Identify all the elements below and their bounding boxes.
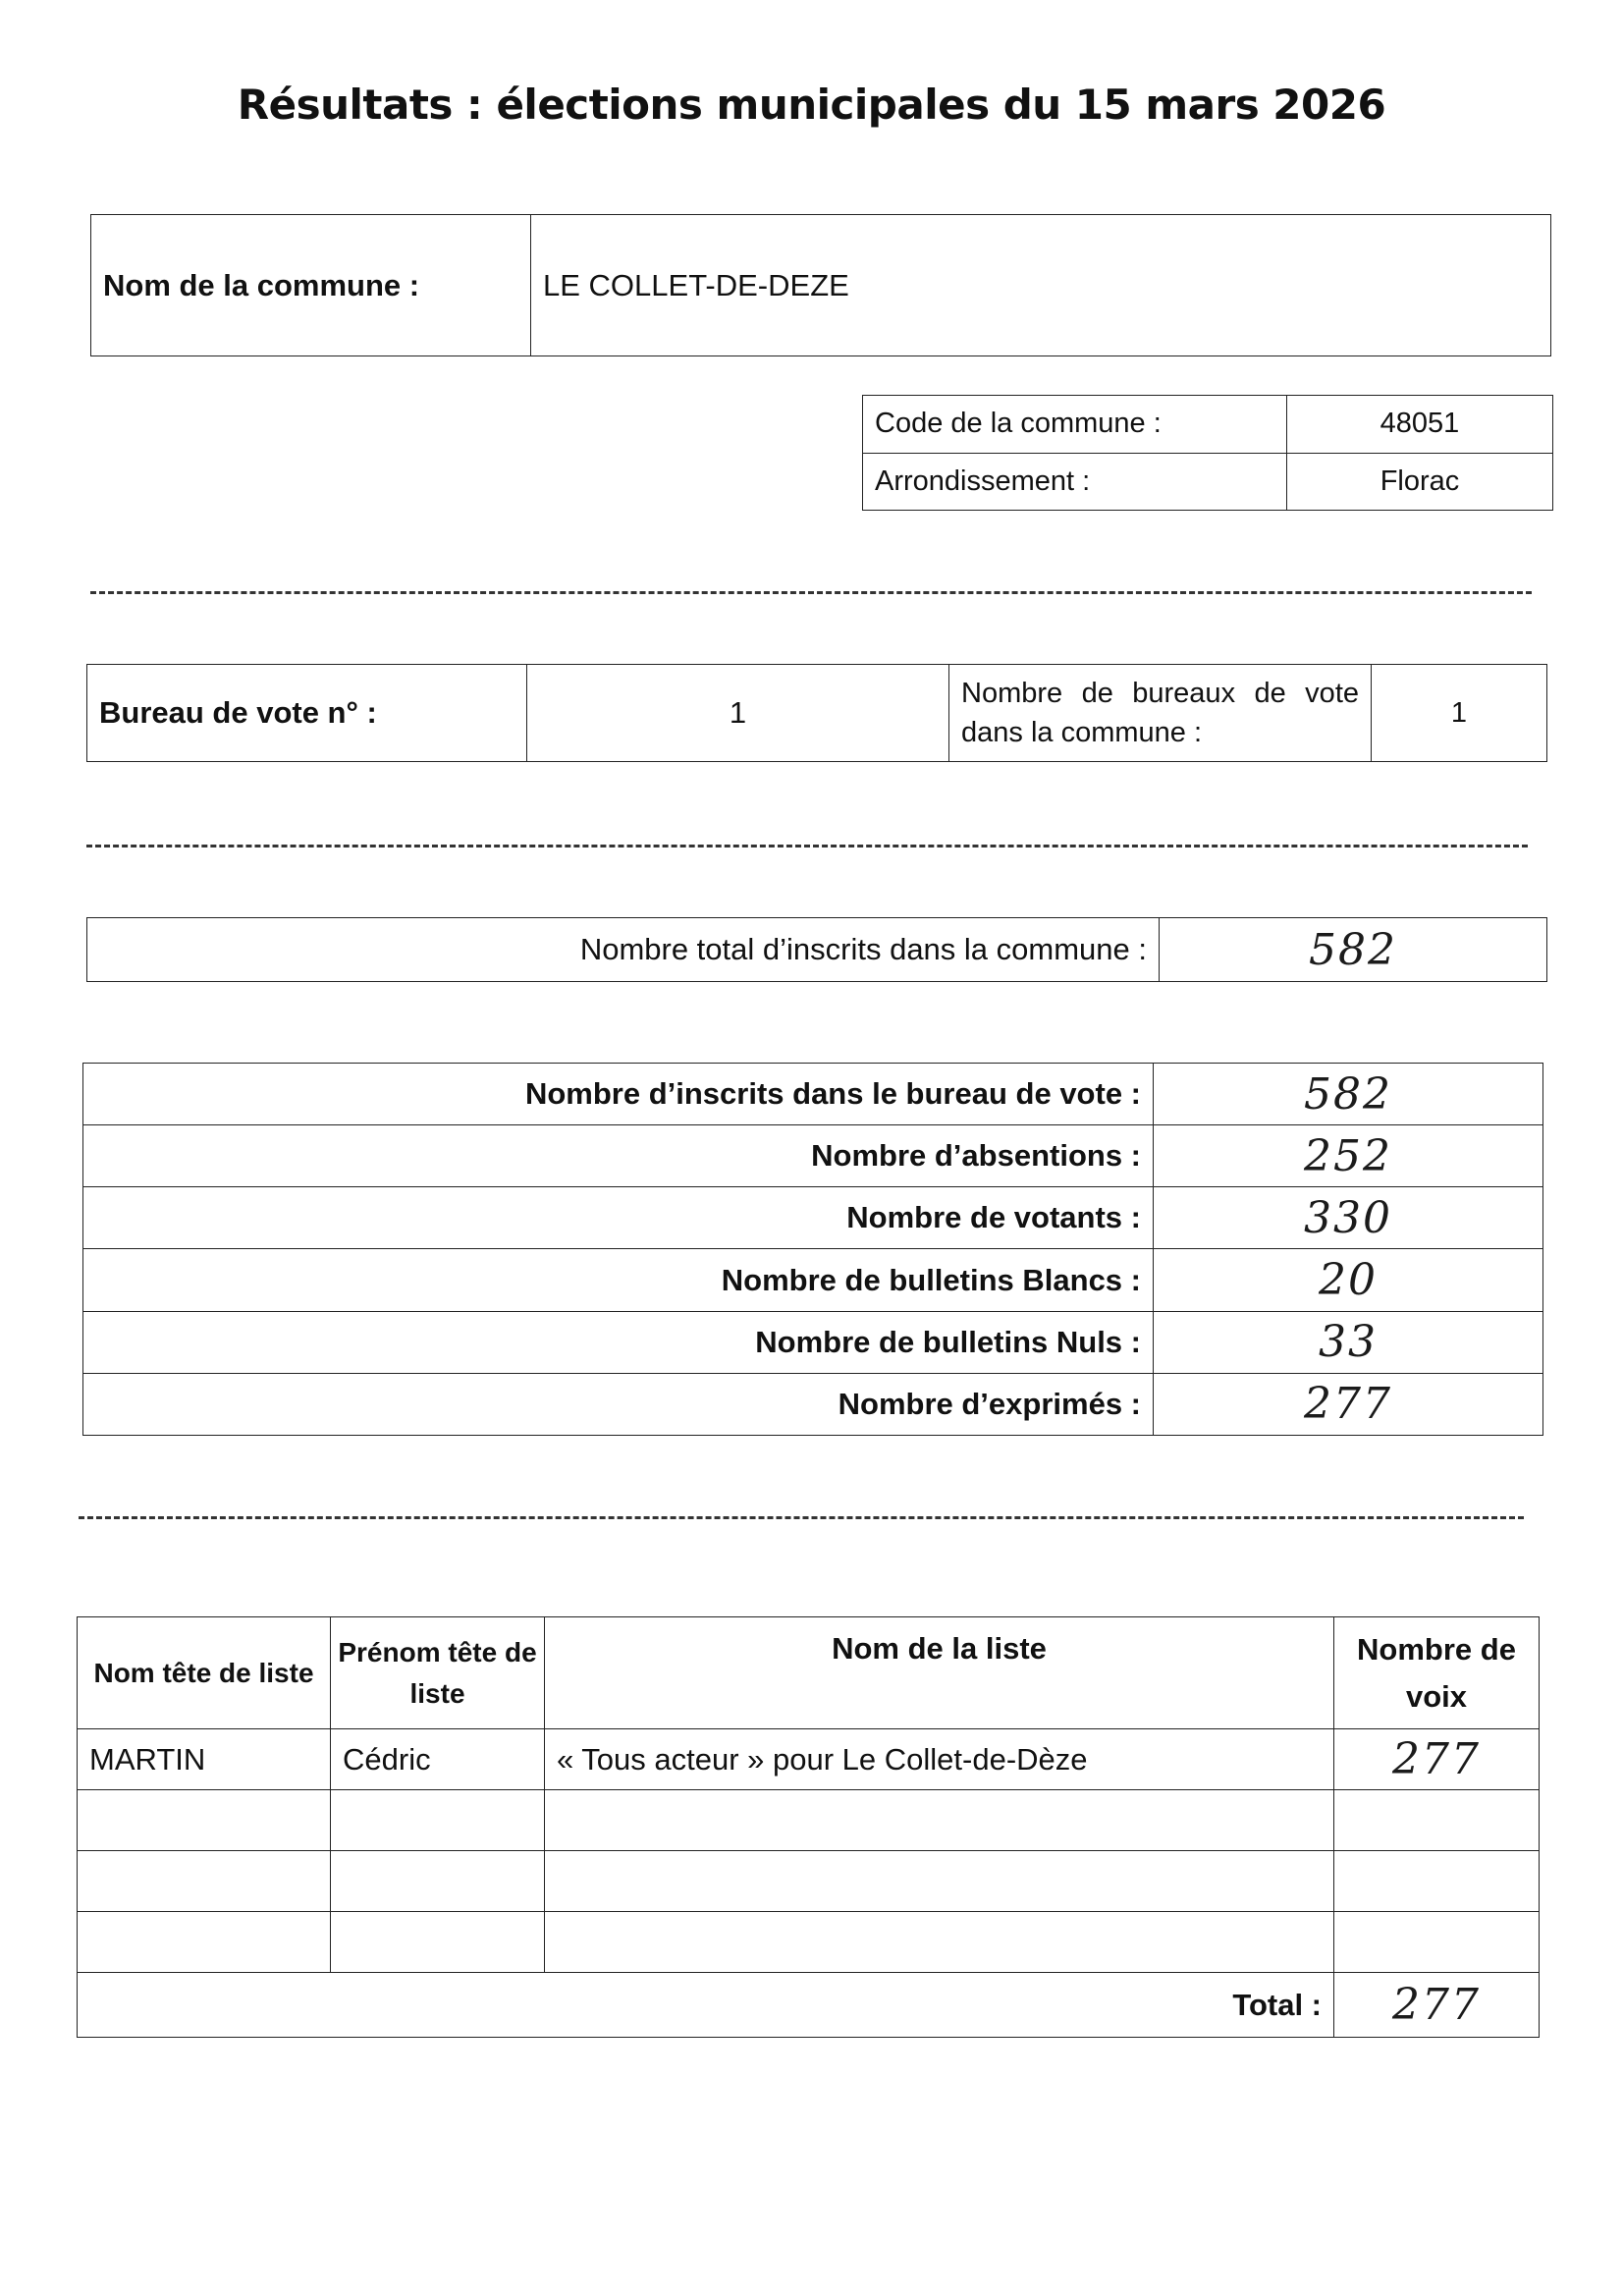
results-total-row: [78, 1973, 1540, 2038]
total-value: 277: [1334, 1973, 1540, 2038]
stat-value: 252: [1154, 1125, 1543, 1187]
dashed-divider: [79, 1516, 1524, 1519]
stat-value: 582: [1154, 1064, 1543, 1125]
table-row: [78, 1729, 1540, 1790]
commune-code-value: 48051: [1287, 396, 1553, 454]
header-liste: Nom de la liste: [545, 1617, 1334, 1729]
total-inscrits-value: 582: [1160, 918, 1547, 982]
page-title: Résultats : élections municipales du 15 mars 2026: [237, 81, 1386, 129]
commune-name-label: Nom de la commune :: [91, 215, 531, 356]
results-table: [77, 1616, 1540, 2038]
table-row: [78, 1851, 1540, 1912]
stats-table: [82, 1063, 1543, 1436]
row-prenom: [331, 1790, 545, 1851]
stats-row-blancs: [83, 1249, 1543, 1311]
row-nom: MARTIN: [78, 1729, 331, 1790]
commune-name-value: LE COLLET-DE-DEZE: [531, 215, 1551, 356]
stats-row-exprimes: [83, 1373, 1543, 1435]
header-prenom: Prénom tête de liste: [331, 1617, 545, 1729]
row-liste: [545, 1790, 1334, 1851]
stat-label: Nombre d’exprimés :: [83, 1373, 1154, 1435]
bureau-count-value: 1: [1372, 665, 1547, 762]
row-prenom: [331, 1851, 545, 1912]
commune-code-label: Code de la commune :: [863, 396, 1287, 454]
commune-code-table: [862, 395, 1553, 511]
bureau-count-label: Nombre de bureaux de vote dans la commune :: [949, 665, 1372, 762]
stat-label: Nombre d’inscrits dans le bureau de vote :: [83, 1064, 1154, 1125]
row-nom: [78, 1851, 331, 1912]
stat-value: 330: [1154, 1187, 1543, 1249]
table-row: [78, 1912, 1540, 1973]
row-liste: « Tous acteur » pour Le Collet-de-Dèze: [545, 1729, 1334, 1790]
row-voix: [1334, 1790, 1540, 1851]
stats-row-votants: [83, 1187, 1543, 1249]
header-nom: Nom tête de liste: [78, 1617, 331, 1729]
row-liste: [545, 1851, 1334, 1912]
stat-label: Nombre de votants :: [83, 1187, 1154, 1249]
bureau-table: [86, 664, 1547, 762]
dashed-divider: [90, 591, 1532, 594]
stat-label: Nombre de bulletins Blancs :: [83, 1249, 1154, 1311]
bureau-value: 1: [527, 665, 949, 762]
row-liste: [545, 1912, 1334, 1973]
commune-table: [90, 214, 1551, 356]
bureau-label: Bureau de vote n° :: [87, 665, 527, 762]
stat-label: Nombre de bulletins Nuls :: [83, 1311, 1154, 1373]
table-row: [78, 1790, 1540, 1851]
header-voix: Nombre de voix: [1334, 1617, 1540, 1729]
total-inscrits-table: [86, 917, 1547, 982]
row-nom: [78, 1790, 331, 1851]
row-voix: [1334, 1851, 1540, 1912]
dashed-divider: [86, 845, 1528, 847]
stats-row-nuls: [83, 1311, 1543, 1373]
arrondissement-label: Arrondissement :: [863, 453, 1287, 511]
row-nom: [78, 1912, 331, 1973]
stat-value: 277: [1154, 1373, 1543, 1435]
stat-label: Nombre d’absentions :: [83, 1125, 1154, 1187]
row-voix: 277: [1334, 1729, 1540, 1790]
row-prenom: Cédric: [331, 1729, 545, 1790]
total-label: Total :: [78, 1973, 1334, 2038]
total-inscrits-label: Nombre total d’inscrits dans la commune :: [87, 918, 1160, 982]
stat-value: 20: [1154, 1249, 1543, 1311]
row-prenom: [331, 1912, 545, 1973]
stats-row-absentions: [83, 1125, 1543, 1187]
results-header-row: [78, 1617, 1540, 1729]
stat-value: 33: [1154, 1311, 1543, 1373]
row-voix: [1334, 1912, 1540, 1973]
stats-row-inscrits: [83, 1064, 1543, 1125]
arrondissement-value: Florac: [1287, 453, 1553, 511]
